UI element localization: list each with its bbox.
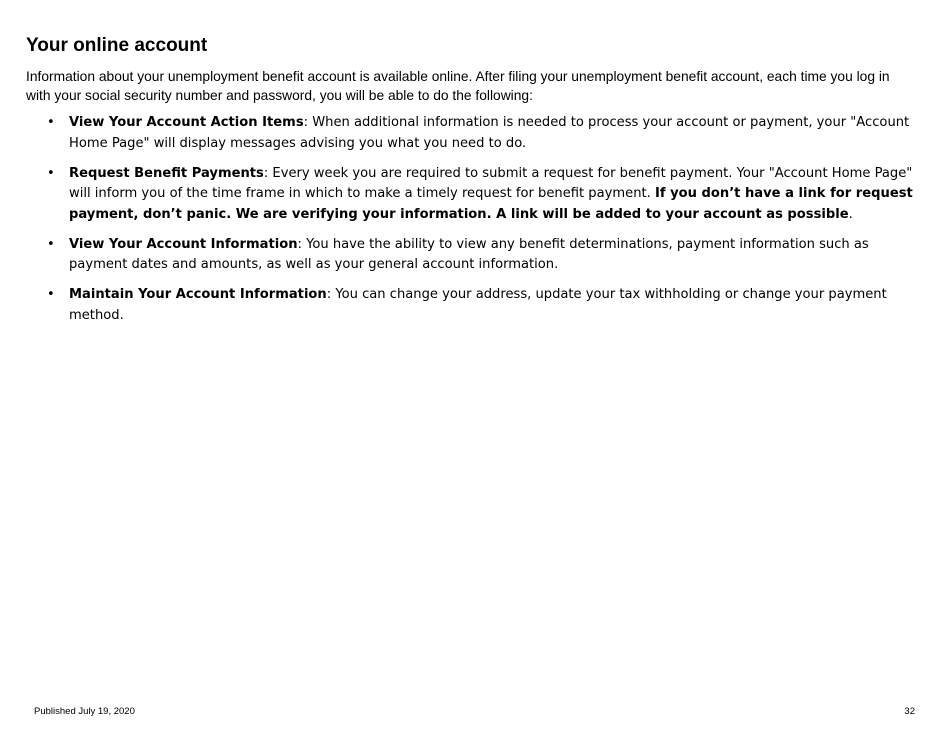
item-text: : Every week you are required to submit a request for benefit payment. Your "Account Home Page" will inform you of the time frame in which to make a timely request for benefit payment. <box>69 165 913 201</box>
item-tail: . <box>848 206 853 222</box>
bullet-icon: • <box>47 287 55 302</box>
item-term: Request Benefit Payments <box>69 165 264 181</box>
item-term: View Your Account Action Items <box>69 115 304 130</box>
page-title: Your online account <box>26 35 208 56</box>
intro-paragraph: Information about your unemployment benefit account is available online. After filing your unemployment benefit account, each time you log in with your social security number and password, you will be able to do the following: <box>26 69 890 103</box>
item-text: : You have the ability to view any benefit determinations, payment information such as payment dates and amounts, as well as your general account information. <box>69 236 869 272</box>
footer-published-date: Published July 19, 2020 <box>34 706 135 717</box>
footer-page-number: 32 <box>904 706 915 717</box>
list-item-account-information <box>0 235 914 276</box>
list-item-maintain-information <box>0 285 914 326</box>
item-text: : You can change your address, update your tax withholding or change your payment method. <box>69 287 887 323</box>
item-term: Maintain Your Account Information <box>69 287 327 302</box>
item-term: View Your Account Information <box>69 236 298 252</box>
list-item-action-items <box>0 113 914 154</box>
bullet-icon: • <box>47 115 55 130</box>
feature-list <box>0 113 950 336</box>
item-text: : When additional information is needed to process your account or payment, your "Account Home Page" will display messages advising you what you need to do. <box>69 115 910 151</box>
bullet-icon: • <box>47 165 55 181</box>
item-emphasis: If you don’t have a link for request payment, don’t panic. We are verifying your information. A link will be added to your account as possible <box>69 186 913 222</box>
bullet-icon: • <box>47 236 55 252</box>
list-item-request-payments <box>0 164 914 226</box>
